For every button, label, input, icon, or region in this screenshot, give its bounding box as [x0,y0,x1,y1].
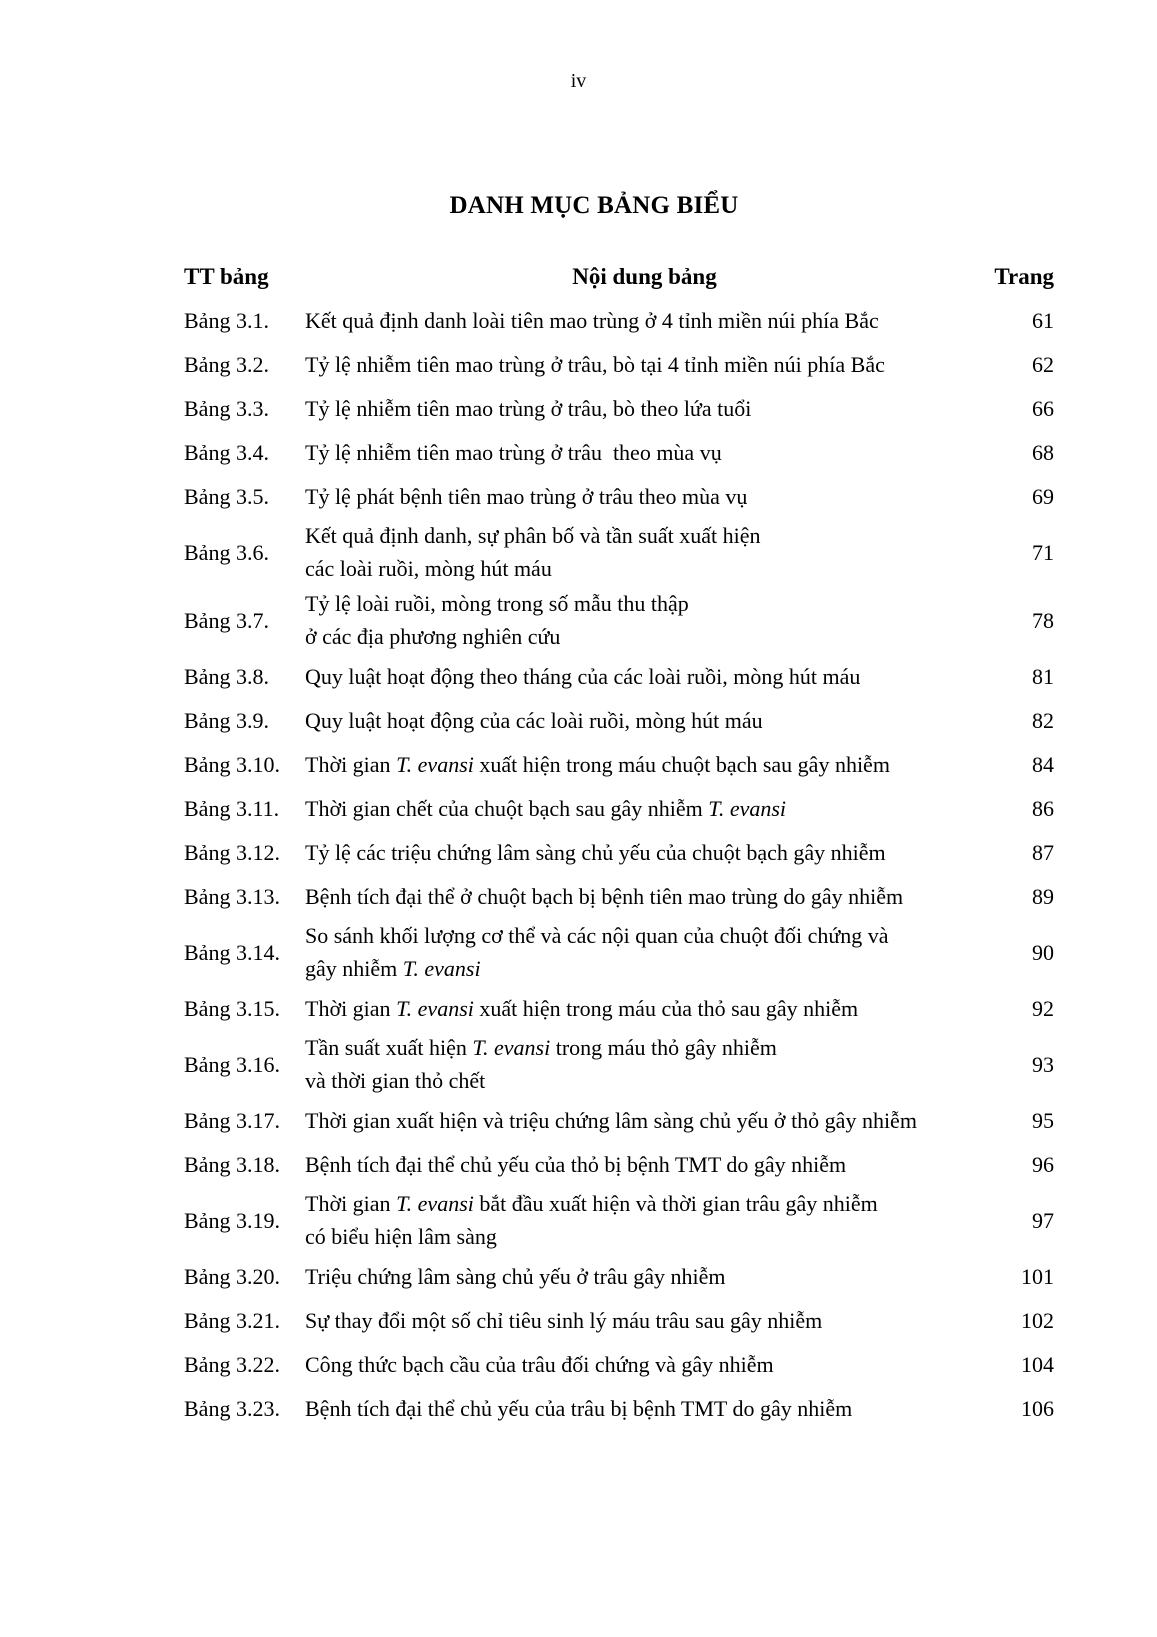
table-content-line [305,952,984,985]
species-name: T. evansi [396,1191,474,1216]
table-content-line [305,392,984,425]
table-content-line [305,620,984,653]
text-segment: Tỷ lệ phát bệnh tiên mao trùng ở trâu theo mùa vụ [305,483,748,509]
table-content-cell [305,830,984,874]
table-content-line [305,660,984,693]
table-id-cell: Bảng 3.8. [184,663,269,689]
page-number-cell: 97 [1032,1207,1054,1233]
table-row [184,654,1056,698]
table-content-cell [305,1254,984,1298]
table-content-cell [305,1030,984,1098]
text-segment: So sánh khối lượng cơ thể và các nội quan của chuột đối chứng và [305,923,889,948]
table-content-line [305,1220,984,1253]
page-number: iv [570,70,587,92]
table-content-cell [305,1342,984,1386]
table-content-line [305,480,984,513]
table-row [184,1098,1056,1142]
table-id-cell: Bảng 3.14. [184,939,280,965]
table-content-line [305,552,984,585]
page-number-cell: 101 [1021,1263,1054,1289]
table-content-cell [305,874,984,918]
table-row [184,830,1056,874]
table-content-line [305,836,984,869]
page-number-cell: 92 [1032,995,1054,1021]
species-name: T. evansi [472,1035,551,1060]
page-number-cell: 104 [1021,1351,1054,1377]
page-number-cell: 106 [1021,1395,1054,1421]
table-content-line [305,704,984,737]
text-segment: Tỷ lệ nhiễm tiên mao trùng ở trâu, bò tại 4 tỉnh miền núi phía Bắc [305,351,885,377]
page-number-cell: 69 [1032,483,1054,509]
table-content-cell [305,298,984,342]
text-segment: Kết quả định danh loài tiên mao trùng ở 4 tỉnh miền núi phía Bắc [305,307,879,333]
table-content-line [305,1348,984,1381]
table-id-cell: Bảng 3.10. [184,751,280,777]
table-row [184,698,1056,742]
page-number-cell: 102 [1021,1307,1054,1333]
text-segment: Quy luật hoạt động của các loài ruồi, mòng hút máu [305,707,763,733]
page-number-cell: 84 [1032,751,1054,777]
text-segment: Thời gian xuất hiện và triệu chứng lâm sàng chủ yếu ở thỏ gây nhiễm [305,1107,917,1133]
table-content-cell [305,430,984,474]
table-content-cell [305,698,984,742]
text-segment: Thời gian chết của chuột bạch sau gây nhiễm [305,795,709,821]
text-segment: xuất hiện trong máu của thỏ sau gây nhiễm [473,995,859,1021]
table-id-cell: Bảng 3.13. [184,883,280,909]
table-id-cell: Bảng 3.12. [184,839,280,865]
table-row [184,918,1056,986]
page-number-cell: 90 [1032,939,1054,965]
table-id-cell: Bảng 3.21. [184,1307,280,1333]
table-id-cell: Bảng 3.20. [184,1263,280,1289]
table-id-cell: Bảng 3.7. [184,607,269,633]
table-content-line [305,1104,984,1137]
page-number-cell: 89 [1032,883,1054,909]
table-row [184,1142,1056,1186]
table-content-line [305,1304,984,1337]
text-segment: Kết quả định danh, sự phân bố và tần suất xuất hiện [305,523,761,548]
page-number-cell: 93 [1032,1051,1054,1077]
table-content-cell [305,474,984,518]
table-id-cell: Bảng 3.4. [184,439,269,465]
header-table-content: Nội dung bảng [572,263,717,289]
table-content-line [305,519,984,552]
text-segment: Quy luật hoạt động theo tháng của các loài ruồi, mòng hút máu [305,663,861,689]
table-id-cell: Bảng 3.16. [184,1051,280,1077]
table-id-cell: Bảng 3.15. [184,995,280,1021]
table-content-line [305,919,984,952]
table-row [184,298,1056,342]
text-segment: Tần suất xuất hiện [305,1035,473,1060]
table-row [184,786,1056,830]
page-title: DANH MỤC BẢNG BIỂU [449,192,739,219]
page-number-cell: 95 [1032,1107,1054,1133]
table-content-cell [305,386,984,430]
table-list [184,255,1056,1430]
table-id-cell: Bảng 3.23. [184,1395,280,1421]
text-segment: Thời gian [305,995,397,1021]
text-segment: Tỷ lệ nhiễm tiên mao trùng ở trâu, bò theo lứa tuổi [305,395,752,421]
page-number-cell: 68 [1032,439,1054,465]
table-row [184,874,1056,918]
table-id-cell: Bảng 3.6. [184,539,269,565]
table-id-cell: Bảng 3.19. [184,1207,280,1233]
table-row [184,1298,1056,1342]
table-id-cell: Bảng 3.2. [184,351,269,377]
table-id-cell: Bảng 3.3. [184,395,269,421]
text-segment: Tỷ lệ nhiễm tiên mao trùng ở trâu theo mùa vụ [305,439,722,465]
table-content-cell [305,918,984,986]
page-number-cell: 87 [1032,839,1054,865]
table-content-cell [305,986,984,1030]
text-segment: Bệnh tích đại thể chủ yếu của trâu bị bệnh TMT do gây nhiễm [305,1395,853,1421]
table-content-cell [305,1298,984,1342]
table-content-cell [305,1186,984,1254]
table-row [184,986,1056,1030]
text-segment: Bệnh tích đại thể chủ yếu của thỏ bị bệnh TMT do gây nhiễm [305,1151,847,1177]
species-name: T. evansi [396,751,474,777]
table-content-line [305,1031,984,1064]
page-number-cell: 71 [1032,539,1054,565]
page-number-cell: 78 [1032,607,1054,633]
header-table-id: TT bảng [184,263,269,289]
table-content-cell [305,518,984,586]
table-content-line [305,748,984,781]
table-content-line [305,1064,984,1097]
table-content-cell [305,742,984,786]
table-content-line [305,1187,984,1220]
table-row [184,586,1056,654]
page-number-cell: 66 [1032,395,1054,421]
table-row [184,342,1056,386]
page-number-cell: 82 [1032,707,1054,733]
text-segment: Tỷ lệ loài ruồi, mòng trong số mẫu thu thập [305,591,689,616]
text-segment: các loài ruồi, mòng hút máu [305,556,552,581]
table-id-cell: Bảng 3.5. [184,483,269,509]
table-id-cell: Bảng 3.22. [184,1351,280,1377]
table-content-cell [305,654,984,698]
table-content-cell [305,342,984,386]
table-id-cell: Bảng 3.9. [184,707,269,733]
table-row [184,386,1056,430]
text-segment: bắt đầu xuất hiện và thời gian trâu gây nhiễm [473,1191,878,1216]
text-segment: Tỷ lệ các triệu chứng lâm sàng chủ yếu của chuột bạch gây nhiễm [305,839,886,865]
table-row [184,474,1056,518]
table-content-cell [305,786,984,830]
table-id-cell: Bảng 3.17. [184,1107,280,1133]
table-content-line [305,792,984,825]
species-name: T. evansi [396,995,474,1021]
text-segment: Công thức bạch cầu của trâu đối chứng và gây nhiễm [305,1351,774,1377]
header-page: Trang [994,263,1054,289]
text-segment: Thời gian [305,751,397,777]
table-row [184,1386,1056,1430]
table-content-line [305,304,984,337]
table-content-line [305,348,984,381]
table-content-line [305,1260,984,1293]
table-id-cell: Bảng 3.1. [184,307,269,333]
page-number-cell: 86 [1032,795,1054,821]
text-segment: và thời gian thỏ chết [305,1068,486,1093]
table-row [184,1342,1056,1386]
page-number-cell: 81 [1032,663,1054,689]
table-content-cell [305,586,984,654]
species-name: T. evansi [708,795,787,821]
table-content-line [305,436,984,469]
text-segment: xuất hiện trong máu chuột bạch sau gây nhiễm [473,751,890,777]
table-row [184,1186,1056,1254]
table-content-cell [305,1142,984,1186]
text-segment: trong máu thỏ gây nhiễm [550,1035,777,1060]
table-content-line [305,1392,984,1425]
text-segment: ở các địa phương nghiên cứu [305,624,561,649]
table-header-row [184,255,1056,298]
text-segment: Thời gian [305,1191,397,1216]
table-content-line [305,1148,984,1181]
table-row [184,742,1056,786]
text-segment: có biểu hiện lâm sàng [305,1224,497,1249]
table-id-cell: Bảng 3.11. [184,795,280,821]
table-content-line [305,992,984,1025]
table-row [184,1030,1056,1098]
table-list-body [184,298,1056,1430]
table-id-cell: Bảng 3.18. [184,1151,280,1177]
text-segment: Triệu chứng lâm sàng chủ yếu ở trâu gây nhiễm [305,1263,726,1289]
text-segment: Bệnh tích đại thể ở chuột bạch bị bệnh tiên mao trùng do gây nhiễm [305,883,904,909]
text-segment: gây nhiễm [305,956,403,981]
page-number-cell: 62 [1032,351,1054,377]
page-number-cell: 61 [1032,307,1054,333]
species-name: T. evansi [402,956,481,981]
page-number-cell: 96 [1032,1151,1054,1177]
table-row [184,1254,1056,1298]
table-content-line [305,880,984,913]
table-content-cell [305,1098,984,1142]
table-content-cell [305,1386,984,1430]
table-row [184,430,1056,474]
table-content-line [305,587,984,620]
text-segment: Sự thay đổi một số chỉ tiêu sinh lý máu trâu sau gây nhiễm [305,1307,823,1333]
table-row [184,518,1056,586]
